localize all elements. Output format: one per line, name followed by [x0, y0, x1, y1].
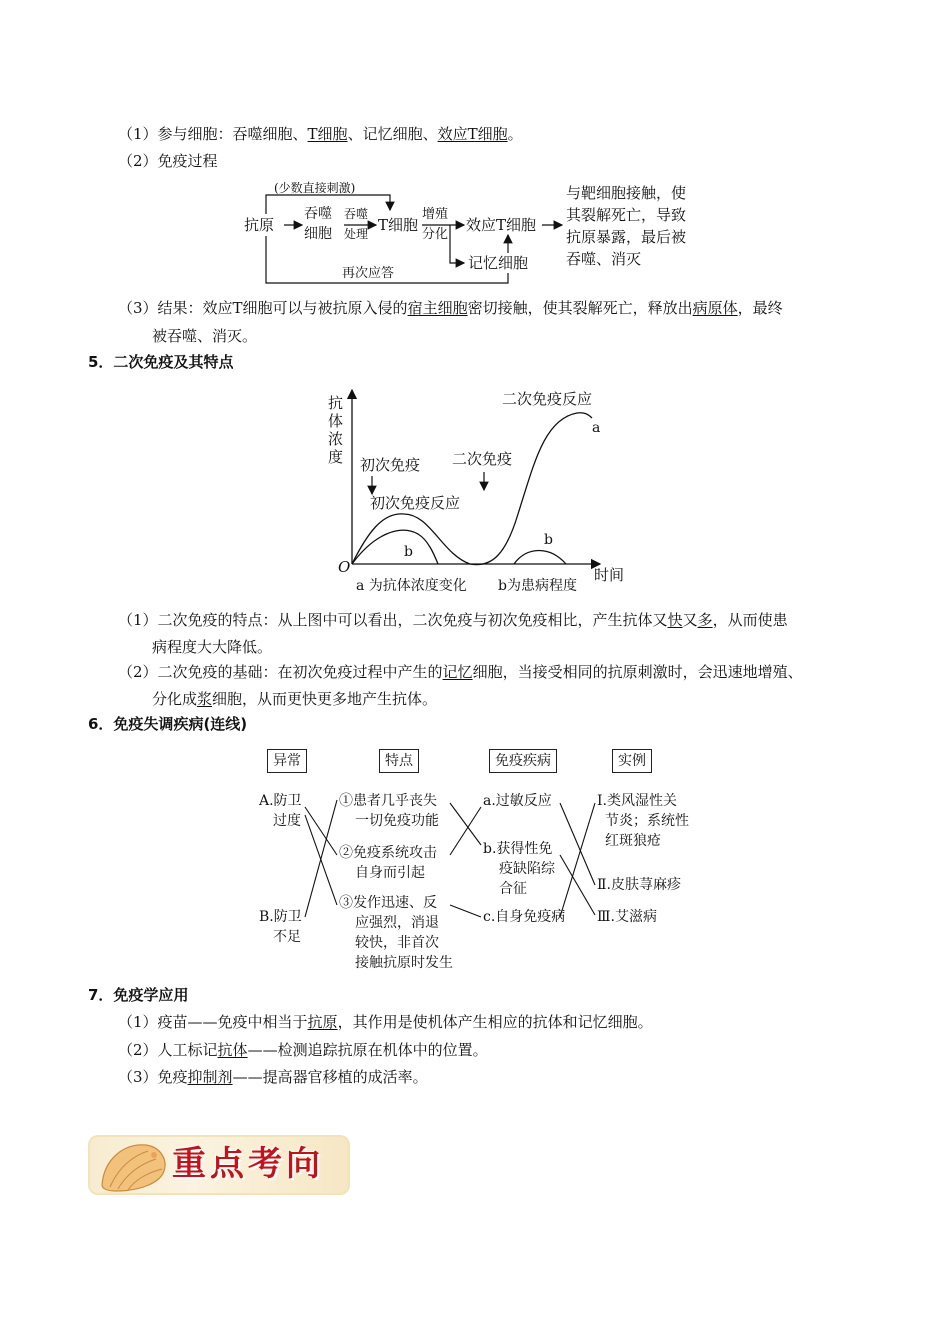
s5-p1: （1）二次免疫的特点：从上图中可以看出，二次免疫与初次免疫相比，产生抗体又快又多，从而使患	[118, 611, 788, 629]
key-points-banner	[88, 1135, 350, 1195]
col2-1a: ①患者几乎丧失	[339, 793, 437, 809]
flow-memory: 记忆细胞	[468, 254, 529, 272]
col4-3: Ⅲ.艾滋病	[597, 909, 657, 925]
flow-result-1: 与靶细胞接触，使	[566, 184, 687, 202]
flow-phago-2: 细胞	[304, 226, 332, 242]
col3-c: c.自身免疫病	[483, 909, 566, 925]
s4-p2: （2）免疫过程	[118, 152, 218, 170]
curve-b-first	[352, 530, 438, 564]
shell-icon	[94, 1137, 172, 1195]
col2-3a: ③发作迅速、反	[339, 895, 437, 911]
chart-ylabel-1: 抗	[328, 394, 344, 412]
header-example: 实例	[612, 749, 652, 773]
col3-b1: b.获得性免	[483, 841, 553, 857]
col1-a1: A.防卫	[259, 793, 302, 809]
flow-result-2: 其裂解死亡，导致	[566, 206, 687, 224]
col1-a2: 过度	[273, 813, 301, 829]
flow-proc-2: 处理	[344, 227, 369, 241]
chart-label-b1: b	[404, 544, 413, 560]
s5-p1-cont: 病程度大大降低。	[152, 638, 273, 656]
immune-process-diagram	[240, 178, 710, 288]
flow-effector: 效应T细胞	[466, 216, 537, 234]
col2-3b: 应强烈，消退	[355, 915, 439, 931]
chart-second-immunization: 二次免疫	[452, 450, 513, 468]
chart-ylabel-4: 度	[328, 448, 344, 466]
flow-proc-1: 吞噬	[344, 207, 369, 221]
col2-3d: 接触抗原时发生	[355, 955, 453, 971]
chart-origin: O	[338, 558, 351, 576]
s4-p3-cont: 被吞噬、消灭。	[152, 327, 258, 345]
banner-text: 重点考向	[172, 1144, 324, 1184]
col2-1b: 一切免疫功能	[355, 813, 439, 829]
header-disease: 免疫疾病	[489, 749, 557, 773]
s7-p1: （1）疫苗——免疫中相当于抗原，其作用是使机体产生相应的抗体和记忆细胞。	[118, 1013, 653, 1031]
flow-result-4: 吞噬、消灭	[566, 250, 642, 268]
s4-p3: （3）结果：效应T细胞可以与被抗原入侵的宿主细胞密切接触，使其裂解死亡，释放出病原体，最终	[118, 299, 783, 317]
s7-p3: （3）免疫抑制剂——提高器官移植的成活率。	[118, 1068, 428, 1086]
curve-a	[352, 413, 592, 565]
col1-b1: B.防卫	[259, 909, 302, 925]
s5-p2: （2）二次免疫的基础：在初次免疫过程中产生的记忆细胞，当接受相同的抗原刺激时，会迅速地增殖、	[118, 663, 803, 681]
col3-b2: 疫缺陷综	[499, 861, 555, 877]
chart-label-b2: b	[544, 532, 553, 548]
col2-3c: 较快，非首次	[355, 935, 439, 951]
matching-lines	[255, 745, 695, 975]
flow-result-3: 抗原暴露，最后被	[566, 228, 687, 246]
col1-b2: 不足	[273, 929, 301, 945]
col3-a: a.过敏反应	[483, 793, 552, 809]
matching-diagram	[255, 745, 695, 975]
col3-b3: 合征	[499, 881, 527, 897]
flow-top-label: (少数直接刺激)	[274, 181, 356, 195]
col4-1c: 红斑狼疮	[605, 833, 661, 849]
s7-title: 7．免疫学应用	[88, 986, 189, 1004]
col2-2a: ②免疫系统攻击	[339, 845, 437, 861]
flow-prolif-1: 增殖	[422, 207, 449, 222]
col2-2b: 自身而引起	[355, 865, 425, 881]
s5-p2-cont: 分化成浆细胞，从而更快更多地产生抗体。	[152, 690, 438, 708]
header-feature: 特点	[379, 749, 419, 773]
s7-p2: （2）人工标记抗体——检测追踪抗原在机体中的位置。	[118, 1041, 488, 1059]
s4-p1: （1）参与细胞：吞噬细胞、T细胞、记忆细胞、效应T细胞。	[118, 125, 523, 143]
chart-label-a: a	[592, 420, 601, 436]
col4-1b: 节炎；系统性	[605, 813, 689, 829]
chart-ylabel-2: 体	[328, 412, 344, 430]
chart-second-response: 二次免疫反应	[502, 390, 593, 408]
col4-1a: Ⅰ.类风湿性关	[597, 793, 677, 809]
col4-2: Ⅱ.皮肤荨麻疹	[597, 877, 681, 893]
flow-antigen: 抗原	[244, 216, 275, 234]
chart-xlabel: 时间	[594, 566, 625, 584]
chart-caption-a: a 为抗体浓度变化	[356, 578, 467, 594]
chart-first-response: 初次免疫反应	[370, 494, 461, 512]
chart-caption-b: b为患病程度	[498, 578, 577, 594]
flow-phago-1: 吞噬	[304, 206, 332, 222]
chart-ylabel-3: 浓	[328, 430, 344, 448]
chart-first-immunization: 初次免疫	[360, 456, 421, 474]
flow-again: 再次应答	[342, 266, 395, 281]
secondary-immune-chart	[322, 384, 642, 594]
flow-prolif-2: 分化	[422, 227, 449, 242]
s6-title: 6．免疫失调疾病(连线)	[88, 715, 248, 733]
flow-tcell: T细胞	[378, 216, 419, 234]
header-abnormal: 异常	[267, 749, 307, 773]
s5-title: 5．二次免疫及其特点	[88, 353, 234, 371]
curve-b-second	[514, 551, 566, 565]
